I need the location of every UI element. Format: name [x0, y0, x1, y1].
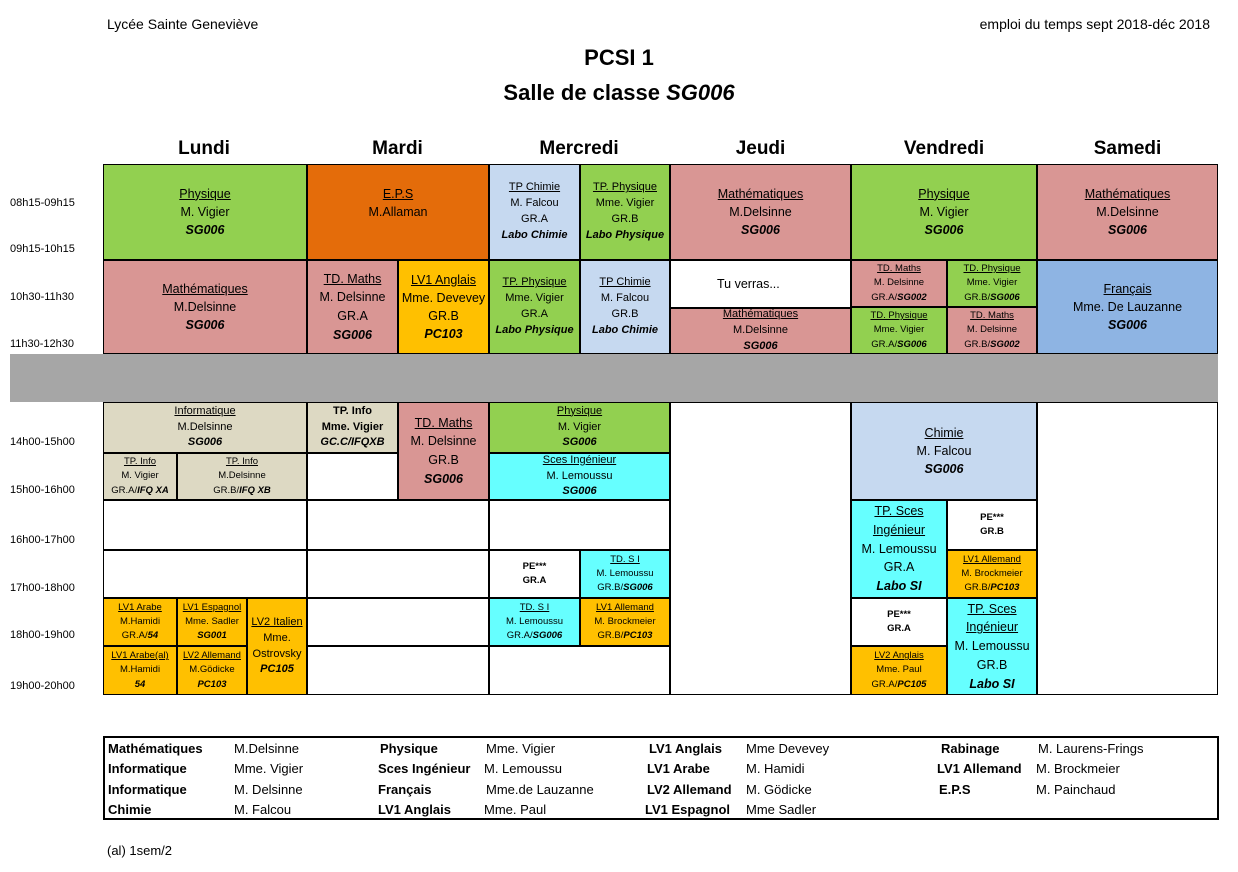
- legend-teacher: M. Falcou: [234, 802, 292, 817]
- legend-teacher: Mme. Paul: [484, 802, 547, 817]
- legend-teacher: M. Brockmeier: [1036, 761, 1120, 776]
- course-lv1-anglais: LV1 Anglais Mme. Devevey GR.B PC103: [398, 260, 489, 354]
- time-slot: 08h15-09h15: [10, 197, 75, 209]
- legend-teacher: M. Lemoussu: [484, 761, 563, 776]
- empty-slot: [103, 500, 307, 550]
- note-tu-verras: Tu verras...: [670, 260, 851, 308]
- legend-teacher: M. Hamidi: [746, 761, 805, 776]
- course-physique: Physique M. Vigier SG006: [103, 164, 307, 260]
- legend-teacher: M.Delsinne: [234, 741, 300, 756]
- legend-teacher: Mme.de Lauzanne: [486, 782, 594, 797]
- course-td-physique: TD. Physique Mme. Vigier GR.A/SG006: [851, 307, 947, 354]
- legend-subject: Français: [378, 782, 432, 797]
- class-title: PCSI 1: [584, 45, 654, 70]
- legend-subject: LV1 Allemand: [937, 761, 1022, 776]
- footnote: (al) 1sem/2: [107, 843, 173, 858]
- empty-slot: [670, 402, 851, 695]
- legend-teacher: M. Delsinne: [234, 782, 303, 797]
- lunch-break-bar: [10, 354, 1218, 402]
- course-lv1-allemand: LV1 Allemand M. Brockmeier GR.B/PC103: [947, 550, 1037, 598]
- course-physique: Physique M. Vigier SG006: [851, 164, 1037, 260]
- legend-teacher: M. Laurens-Frings: [1038, 741, 1144, 756]
- time-slot: 15h00-16h00: [10, 484, 75, 496]
- course-tp-physique: TP. Physique Mme. Vigier GR.B Labo Physique: [580, 164, 670, 260]
- course-td-si: TD. S I M. Lemoussu GR.B/SG006: [580, 550, 670, 598]
- empty-slot: [307, 598, 489, 646]
- legend-teacher: M. Gödicke: [746, 782, 812, 797]
- course-sces-ingenieur: Sces Ingénieur M. Lemoussu SG006: [489, 453, 670, 500]
- time-slot: 10h30-11h30: [10, 291, 75, 303]
- course-td-maths: TD. Maths M. Delsinne GR.B/SG002: [947, 307, 1037, 354]
- course-td-physique: TD. Physique Mme. Vigier GR.B/SG006: [947, 260, 1037, 307]
- course-informatique: Informatique M.Delsinne SG006: [103, 402, 307, 453]
- empty-slot: [307, 646, 489, 695]
- course-lv2-allemand: LV2 Allemand M.Gödicke PC103: [177, 646, 247, 695]
- course-tp-info: TP. Info M.Delsinne GR.B/IFQ XB: [177, 453, 307, 500]
- empty-slot: [489, 646, 670, 695]
- course-td-maths: TD. Maths M. Delsinne GR.A SG006: [307, 260, 398, 354]
- course-lv1-allemand: LV1 Allemand M. Brockmeier GR.B/PC103: [580, 598, 670, 646]
- course-tp-info: TP. Info Mme. Vigier GC.C/IFQXB: [307, 402, 398, 453]
- time-slot: 11h30-12h30: [10, 338, 75, 350]
- empty-slot: [307, 500, 489, 550]
- course-tp-sces-ingenieur: TP. Sces Ingénieur M. Lemoussu GR.A Labo SI: [851, 500, 947, 598]
- course-td-maths: TD. Maths M. Delsinne GR.A/SG002: [851, 260, 947, 307]
- day-saturday: Samedi: [1093, 138, 1162, 159]
- time-slot: 14h00-15h00: [10, 436, 75, 448]
- day-wednesday: Mercredi: [539, 138, 619, 159]
- legend-subject: LV1 Arabe: [647, 761, 710, 776]
- legend-teacher: Mme Sadler: [746, 802, 817, 817]
- course-physique: Physique M. Vigier SG006: [489, 402, 670, 453]
- legend-subject: Informatique: [108, 761, 187, 776]
- day-tuesday: Mardi: [372, 138, 423, 159]
- teacher-legend: [103, 736, 1219, 820]
- time-slot: 09h15-10h15: [10, 243, 75, 255]
- legend-subject: LV1 Anglais: [378, 802, 451, 817]
- course-lv1-espagnol: LV1 Espagnol Mme. Sadler SG001: [177, 598, 247, 646]
- time-slot: 18h00-19h00: [10, 629, 75, 641]
- time-slot: 16h00-17h00: [10, 534, 75, 546]
- room-title: Salle de classe SG006: [503, 80, 735, 105]
- course-mathematiques: Mathématiques M.Delsinne SG006: [1037, 164, 1218, 260]
- legend-subject: LV1 Anglais: [649, 741, 722, 756]
- legend-teacher: Mme. Vigier: [486, 741, 556, 756]
- course-lv2-anglais: LV2 Anglais Mme. Paul GR.A/PC105: [851, 646, 947, 695]
- day-monday: Lundi: [178, 138, 230, 159]
- time-slot: 19h00-20h00: [10, 680, 75, 692]
- day-thursday: Jeudi: [735, 138, 786, 159]
- course-tp-sces-ingenieur: TP. Sces Ingénieur M. Lemoussu GR.B Labo SI: [947, 598, 1037, 695]
- legend-teacher: Mme Devevey: [746, 741, 830, 756]
- course-tp-info: TP. Info M. Vigier GR.A/IFQ XA: [103, 453, 177, 500]
- course-td-si: TD. S I M. Lemoussu GR.A/SG006: [489, 598, 580, 646]
- course-tp-chimie: TP Chimie M. Falcou GR.B Labo Chimie: [580, 260, 670, 354]
- course-td-maths: TD. Maths M. Delsinne GR.B SG006: [398, 402, 489, 500]
- course-pe: PE*** GR.B: [947, 500, 1037, 550]
- school-name: Lycée Sainte Geneviève: [107, 16, 259, 32]
- legend-subject: Rabinage: [941, 741, 1000, 756]
- empty-slot: [307, 453, 398, 500]
- legend-subject: E.P.S: [939, 782, 971, 797]
- empty-slot: [489, 500, 670, 550]
- legend-teacher: Mme. Vigier: [234, 761, 304, 776]
- course-tp-chimie: TP Chimie M. Falcou GR.A Labo Chimie: [489, 164, 580, 260]
- legend-teacher: M. Painchaud: [1036, 782, 1116, 797]
- course-mathematiques: Mathématiques M.Delsinne SG006: [670, 164, 851, 260]
- legend-subject: Sces Ingénieur: [378, 761, 471, 776]
- schedule-period: emploi du temps sept 2018-déc 2018: [979, 16, 1210, 32]
- course-mathematiques: Mathématiques M.Delsinne SG006: [103, 260, 307, 354]
- course-chimie: Chimie M. Falcou SG006: [851, 402, 1037, 500]
- empty-slot: [1037, 402, 1218, 695]
- course-pe: PE*** GR.A: [851, 598, 947, 646]
- empty-slot: [103, 550, 307, 598]
- course-pe: PE*** GR.A: [489, 550, 580, 598]
- legend-subject: Physique: [380, 741, 438, 756]
- legend-subject: LV1 Espagnol: [645, 802, 730, 817]
- day-friday: Vendredi: [903, 138, 985, 159]
- time-slot: 17h00-18h00: [10, 582, 75, 594]
- legend-subject: Mathématiques: [108, 741, 203, 756]
- course-lv1-arabe: LV1 Arabe(al) M.Hamidi 54: [103, 646, 177, 695]
- course-lv1-arabe: LV1 Arabe M.Hamidi GR.A/54: [103, 598, 177, 646]
- course-mathematiques: Mathématiques M.Delsinne SG006: [670, 308, 851, 354]
- course-lv2-italien: LV2 Italien Mme. Ostrovsky PC105: [247, 598, 307, 695]
- legend-subject: LV2 Allemand: [647, 782, 732, 797]
- empty-slot: [307, 550, 489, 598]
- course-francais: Français Mme. De Lauzanne SG006: [1037, 260, 1218, 354]
- legend-subject: Informatique: [108, 782, 187, 797]
- legend-subject: Chimie: [108, 802, 152, 817]
- course-eps: E.P.S M.Allaman: [307, 164, 489, 260]
- course-tp-physique: TP. Physique Mme. Vigier GR.A Labo Physique: [489, 260, 580, 354]
